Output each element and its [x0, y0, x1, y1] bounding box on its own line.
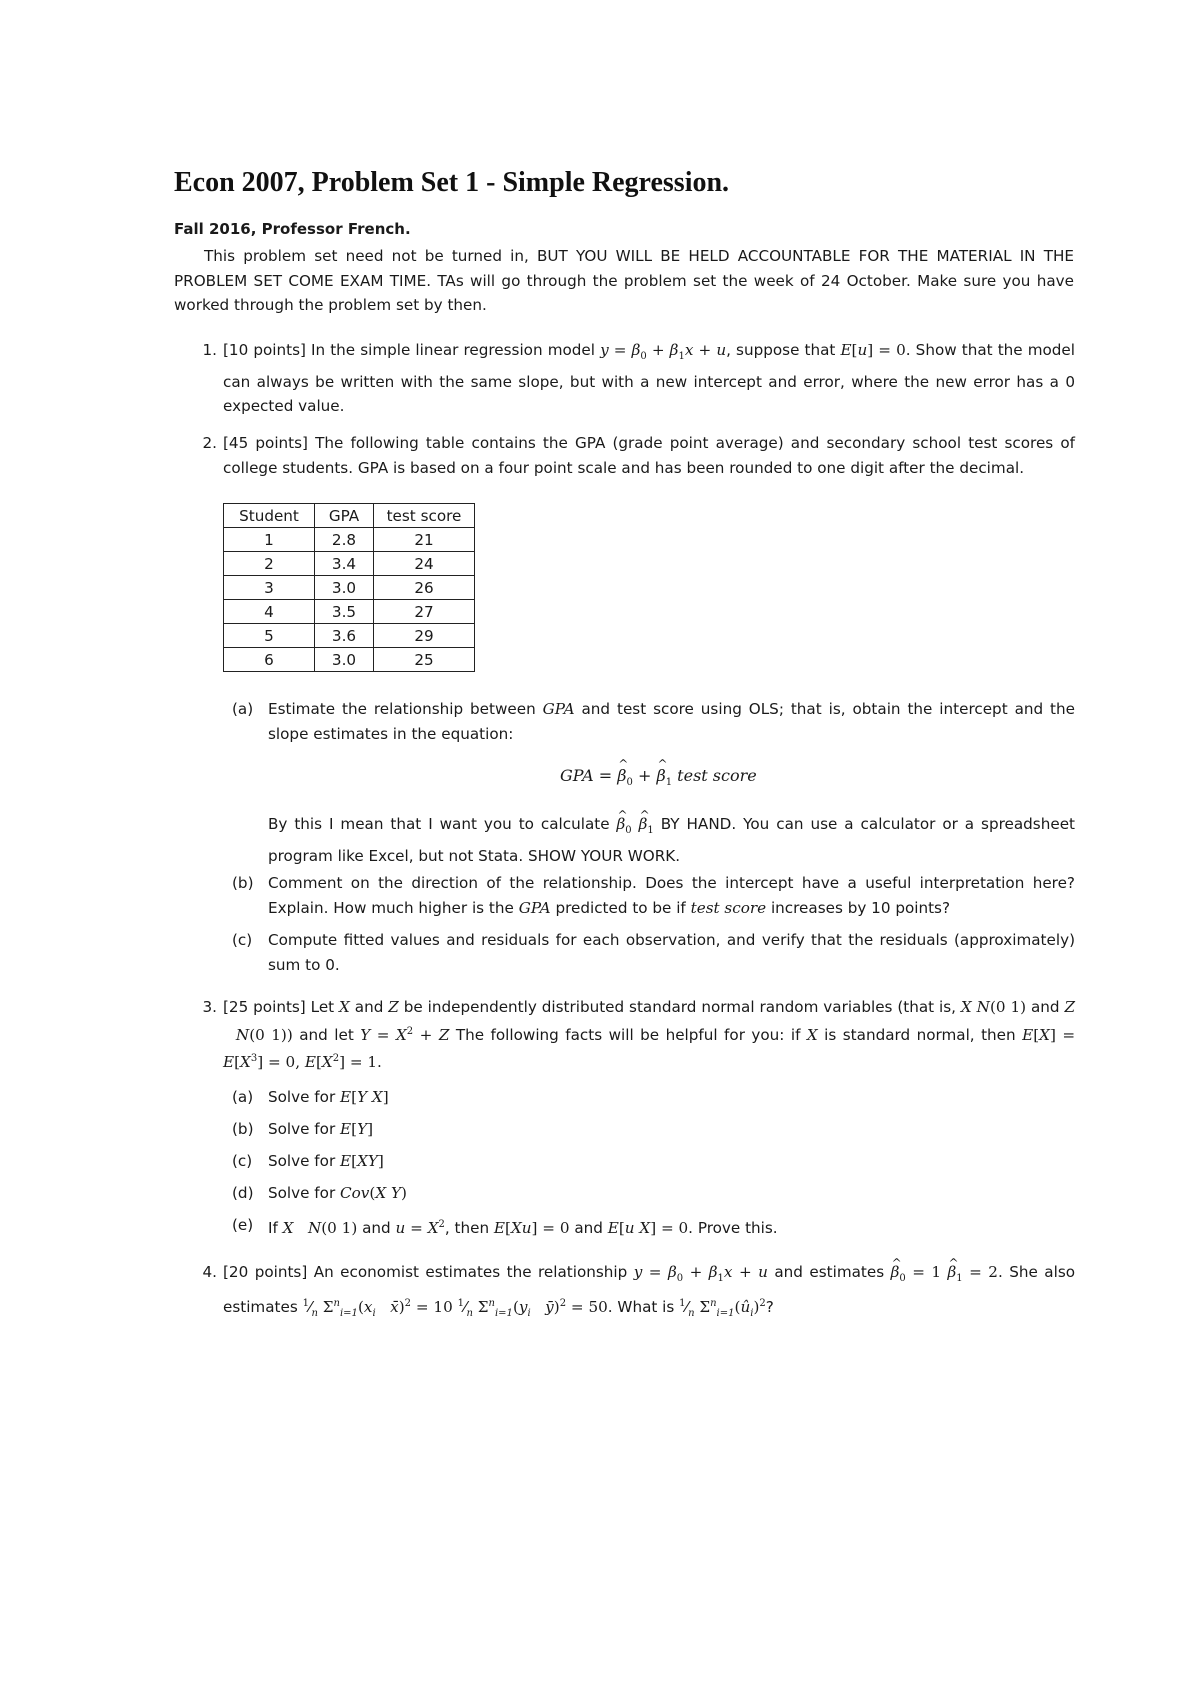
question-text: Show that the model can always be written with the same slope, but with a new intercept and error, where the new error has a 0 expected value. [223, 341, 1075, 416]
table-header-row [224, 504, 475, 528]
table-cell: 3.5 [315, 600, 374, 624]
question-3e: (e) If X N(0 1) and $u = X^2$, then E[Xu] = 0 and E[u X] = 0. Prove this. [268, 1213, 1075, 1241]
subquestion-text: . Prove this. [688, 1219, 778, 1238]
intro-paragraph [174, 244, 1074, 318]
question-text: [10 points] In the simple linear regression model [223, 341, 601, 359]
table-row [224, 648, 475, 672]
subquestion-text: and [569, 1219, 608, 1238]
question-2b [232, 871, 1075, 920]
table-cell: 3.0 [315, 648, 374, 672]
subquestion-text: By this I mean that I want you to calculate [268, 815, 617, 833]
subquestion-text: and test score using OLS; that is, obtain the intercept and the slope estimates in the equation: [268, 700, 1075, 743]
gpa-table [223, 503, 475, 672]
subquestion-label: (e) [232, 1216, 254, 1234]
subquestion-text: Solve for [268, 1088, 341, 1106]
question-text: She also estimates [223, 1263, 1076, 1316]
subquestion-label: (a) [232, 1088, 254, 1106]
question-text: [20 points] An economist estimates the relationship [223, 1263, 634, 1281]
table-cell: 21 [374, 528, 475, 552]
question-3c: (c) Solve for E[XY] [268, 1149, 1075, 1174]
question-number: 1. [202, 341, 217, 359]
column-header: Student [224, 504, 315, 528]
question-3d: (d) Solve for Cov(X Y) [268, 1181, 1075, 1206]
question-1: 1. [10 points] In the simple linear regression model $y = \beta_0 + \beta_1x + u$, suppose that E[u] = 0. Show that the model can always be written with the same slope, but with a new intercept and error, where the new error has a 0 expected value. [223, 338, 1075, 419]
subquestion-text: Compute fitted values and residuals for each observation, and verify that the residuals (approximately) sum to 0. [268, 931, 1075, 974]
equation-lhs: GPA [560, 766, 594, 785]
column-header: GPA [315, 504, 374, 528]
table-cell: 2 [224, 552, 315, 576]
table-cell: 3 [224, 576, 315, 600]
test-score-term: test score [690, 898, 767, 917]
table-row [224, 528, 475, 552]
table-row [224, 576, 475, 600]
question-text: and [349, 998, 389, 1016]
question-number: 2. [202, 434, 217, 452]
table-cell: 2.8 [315, 528, 374, 552]
regression-equation: GPA = ^ $\beta_0$ + ^ $\beta_1$ test score [560, 766, 757, 788]
subquestion-label: (a) [232, 700, 254, 718]
question-text: is standard normal, then [817, 1025, 1023, 1044]
question-text: The following facts will be helpful for you: if [449, 1025, 807, 1044]
subquestion-text: Comment on the direction of the relationship. Does the intercept have a useful interpretation here? Explain. How much higher is the [268, 874, 1075, 917]
question-text: , suppose that [726, 341, 841, 359]
question-2c [232, 928, 1075, 977]
subquestion-label: (c) [232, 1152, 253, 1170]
question-2a-instructions: By this I mean that I want you to calculate ^ $\beta_0$ ^ $\beta_1$ BY HAND. You can use a calculator or a spreadsheet program like Excel, but not Stata. SHOW YOUR WORK. [268, 812, 1075, 868]
table-cell: 26 [374, 576, 475, 600]
question-text: What is [612, 1297, 680, 1316]
subquestion-label: (d) [232, 1184, 254, 1202]
table-cell: 5 [224, 624, 315, 648]
subquestion-label: (b) [232, 1120, 254, 1138]
question-number: 4. [202, 1263, 217, 1281]
subquestion-text: If [268, 1219, 283, 1238]
gpa-term: GPA [518, 898, 551, 917]
gpa-term: GPA [542, 700, 575, 718]
question-number: 3. [202, 998, 217, 1016]
table-cell: 6 [224, 648, 315, 672]
subquestion-text: Solve for [268, 1152, 341, 1170]
subquestion-text: BY HAND. You can use a calculator or a spreadsheet program like Excel, but not Stata. SHOW YOUR WORK. [268, 815, 1075, 865]
table-cell: 4 [224, 600, 315, 624]
table-cell: 24 [374, 552, 475, 576]
question-2a [232, 697, 1075, 746]
question-3a: (a) Solve for E[Y X] [268, 1085, 1075, 1110]
table-cell: 3.4 [315, 552, 374, 576]
table-cell: 1 [224, 528, 315, 552]
subquestion-label: (b) [232, 874, 254, 892]
table-row [224, 624, 475, 648]
question-3b: (b) Solve for E[Y] [268, 1117, 1075, 1142]
question-3: 3. [25 points] Let X and Z be independently distributed standard normal random variables (that is, X N(0 1) and Z N(0 1)) and let $Y = X^2 + Z$ The following facts will be helpful for you: if X is standard normal, then $E[X] = E[X^3] = 0$, $E[X^2] = 1$. [223, 995, 1075, 1075]
subquestion-text: Solve for [268, 1184, 341, 1202]
page-title: Econ 2007, Problem Set 1 - Simple Regression. [174, 167, 730, 198]
table-cell: 3.6 [315, 624, 374, 648]
equation-variable: test score [677, 766, 757, 785]
subquestion-text: and [357, 1219, 396, 1238]
question-text: and let [292, 1025, 361, 1044]
table-cell: 3.0 [315, 576, 374, 600]
intro-text: This problem set need not be turned in, BUT YOU WILL BE HELD ACCOUNTABLE FOR THE MATERIAL IN THE PROBLEM SET COME EXAM TIME. TAs will go through the problem set the week of 24 October. Make sure you have worked through the problem set by then. [174, 247, 1074, 314]
question-2 [202, 431, 1075, 480]
question-text: [45 points] The following table contains the GPA (grade point average) and secondary school test scores of college students. GPA is based on a four point scale and has been rounded to one digit after the decimal. [223, 434, 1075, 477]
subquestion-label: (c) [232, 931, 253, 949]
subquestion-text: , then [444, 1219, 494, 1238]
table-cell: 25 [374, 648, 475, 672]
table-row [224, 552, 475, 576]
question-text: be independently distributed standard normal random variables (that is, [398, 998, 961, 1016]
column-header: test score [374, 504, 475, 528]
table-row [224, 600, 475, 624]
subquestion-text: predicted to be if [550, 898, 691, 917]
table-cell: 27 [374, 600, 475, 624]
question-text: and estimates [767, 1263, 891, 1281]
question-4: 4. [20 points] An economist estimates the relationship $y = \beta_0 + \beta_1x + u$ and estimates ^ $\beta_0 = 1$ ^ $\beta_1 = 2$. She also estimates $^1⁄_n$ $\Sigma^n_{i=1}(x_i$ x̄)$^2$ = 10 $^1⁄_n$ $\Sigma^n_{i=1}(y_i$ ȳ)$^2$ = 50. What is $^1⁄_n$ $\Sigma^n_{i=1}(û_i)^2$? [223, 1260, 1075, 1326]
table-cell: 29 [374, 624, 475, 648]
subquestion-text: Estimate the relationship between [268, 700, 543, 718]
course-subtitle: Fall 2016, Professor French. [174, 220, 411, 238]
subquestion-text: Solve for [268, 1120, 341, 1138]
question-text: [25 points] Let [223, 998, 340, 1016]
subquestion-text: increases by 10 points? [766, 898, 951, 917]
